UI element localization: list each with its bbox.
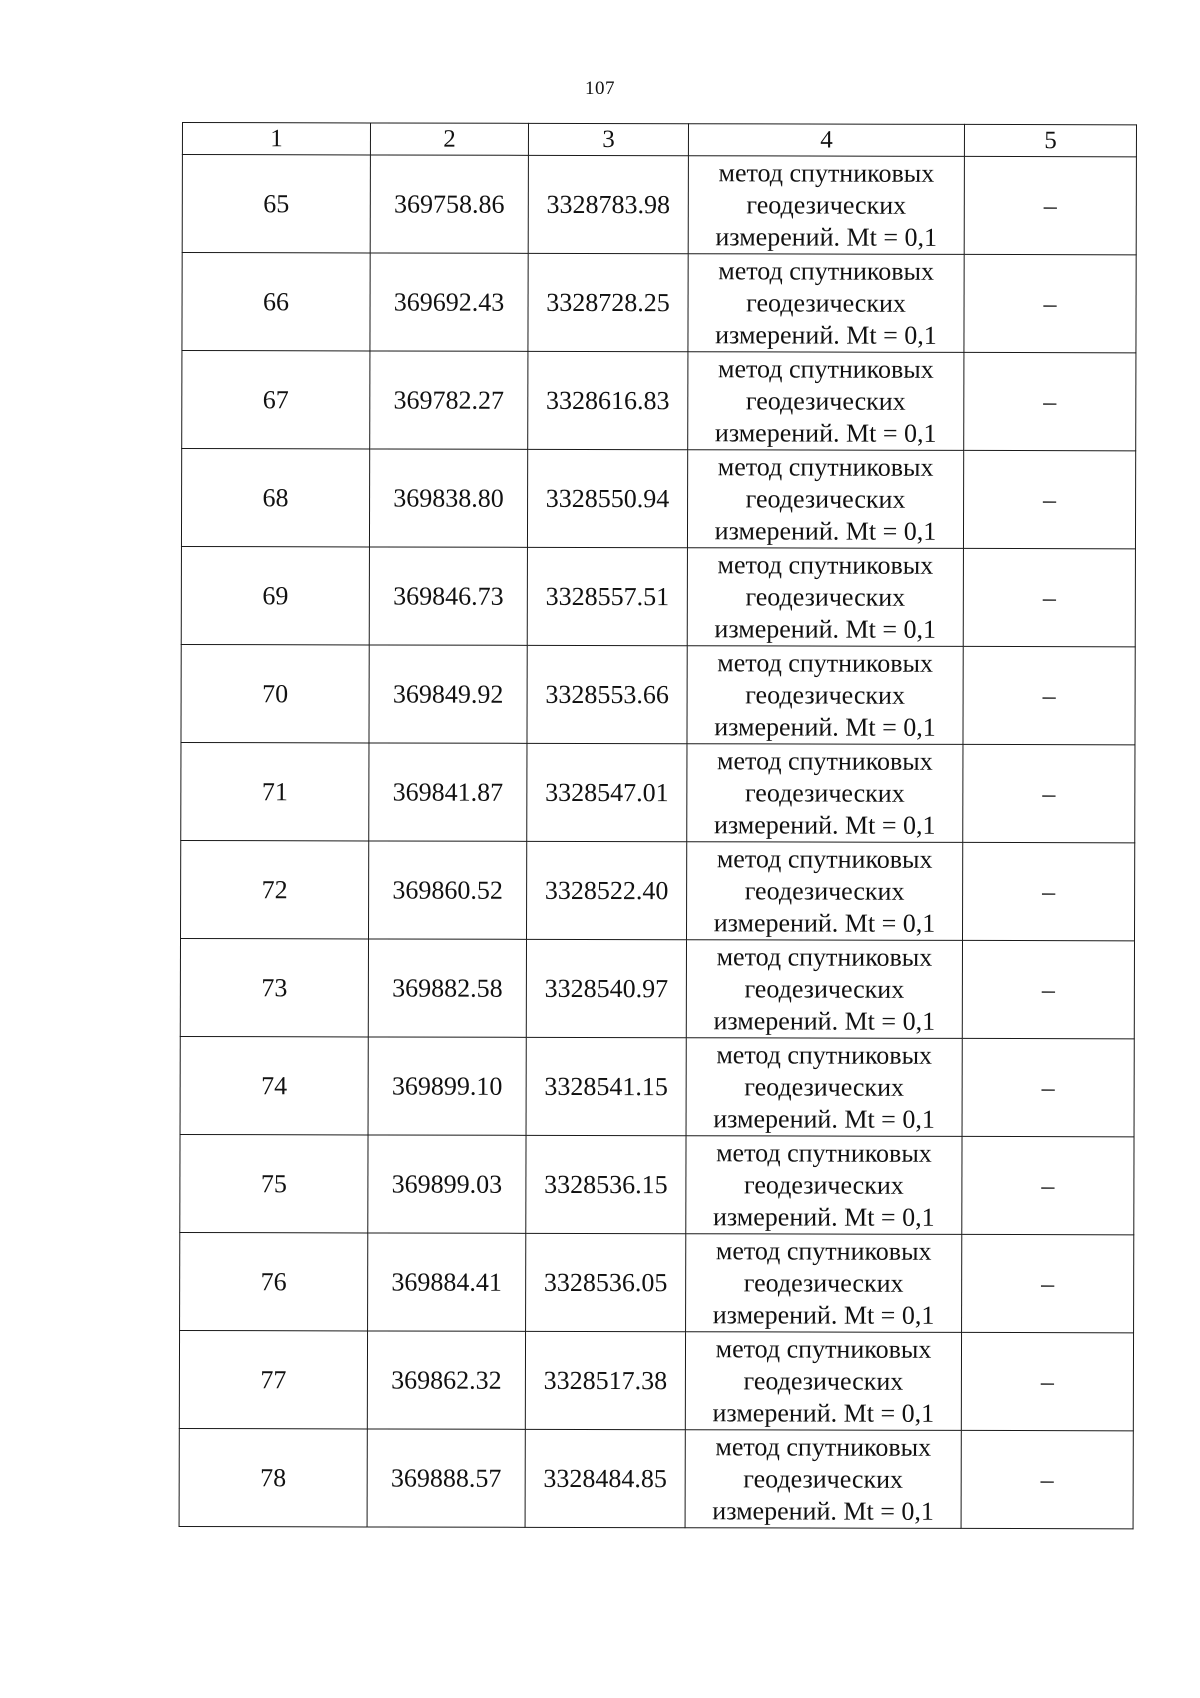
point-number-cell: 70 [181,644,369,742]
method-line: метод спутниковых [717,549,934,580]
note-cell: – [962,1136,1134,1234]
point-number-cell: 66 [182,253,370,351]
method-line: измерений. Mt = 0,1 [714,613,937,644]
method-cell [687,548,963,647]
table-body [179,155,1136,1529]
note-cell: – [964,156,1136,254]
method-cell [685,1430,961,1529]
note-cell: – [961,1332,1133,1430]
method-line: метод спутниковых [717,745,933,776]
coordinates-table [179,122,1137,1529]
coordinate-y-cell: 3328550.94 [527,449,687,547]
method-line: измерений. Mt = 0,1 [713,1005,936,1036]
method-line: геодезических [745,483,906,514]
method-line: метод спутниковых [716,1137,932,1168]
method-line: геодезических [746,287,906,318]
table-header-row [182,123,1136,157]
method-line: метод спутниковых [717,647,934,678]
method-cell [687,744,963,843]
coordinate-y-cell: 3328553.66 [527,645,687,743]
method-cell [686,1038,962,1137]
method-line: измерений. Mt = 0,1 [712,1299,935,1330]
coordinate-y-cell: 3328540.97 [526,939,686,1037]
note-cell: – [964,352,1136,450]
coordinate-x-cell: 369884.41 [368,1233,526,1331]
note-cell: – [963,646,1135,744]
coordinate-y-cell: 3328522.40 [527,841,687,939]
point-number-cell: 65 [182,155,370,253]
method-line: метод спутниковых [716,941,933,972]
column-header-5: 5 [964,124,1136,156]
point-number-cell: 68 [181,449,369,547]
point-number-cell: 78 [179,1428,367,1526]
point-number-cell: 67 [182,351,370,449]
note-cell: – [964,254,1136,352]
method-line: геодезических [744,875,905,906]
method-cell [688,156,964,255]
method-cell [687,842,963,941]
method-cell [686,1234,962,1333]
table-row [180,938,1134,1038]
method-line: метод спутниковых [715,1333,932,1364]
method-line: измерений. Mt = 0,1 [715,319,937,350]
table-row [180,1036,1134,1136]
coordinate-x-cell: 369849.92 [369,645,527,743]
method-cell [687,450,963,549]
method-cell [685,1332,961,1431]
note-cell: – [963,744,1135,842]
column-header-3: 3 [528,123,688,155]
table-row [181,742,1135,842]
method-line: измерений. Mt = 0,1 [713,809,936,840]
table-row [182,351,1136,451]
table-row [180,1232,1134,1332]
method-line: измерений. Mt = 0,1 [712,1201,935,1232]
coordinate-x-cell: 369888.57 [367,1429,525,1527]
point-number-cell: 77 [179,1330,367,1428]
note-cell: – [962,1234,1134,1332]
point-number-cell: 72 [181,840,369,938]
method-line: геодезических [745,581,906,612]
method-line: метод спутниковых [715,1235,932,1266]
coordinate-x-cell: 369860.52 [369,841,527,939]
column-header-2: 2 [370,123,528,155]
method-cell [688,254,964,353]
coordinate-y-cell: 3328728.25 [528,253,688,351]
note-cell: – [963,842,1135,940]
method-cell [686,1136,962,1235]
column-header-4: 4 [688,124,964,157]
method-line: геодезических [744,1071,905,1102]
method-cell [686,940,962,1039]
method-line: геодезических [744,777,905,808]
coordinate-x-cell: 369882.58 [368,939,526,1037]
note-cell: – [963,450,1135,548]
point-number-cell: 76 [180,1232,368,1330]
table-row [180,1134,1134,1234]
method-line: геодезических [745,679,905,710]
table-row [182,155,1136,255]
table-row [182,253,1136,353]
method-line: метод спутниковых [715,1431,932,1462]
coordinate-y-cell: 3328484.85 [525,1429,685,1527]
method-line: геодезических [745,385,906,416]
method-line: геодезических [743,1169,904,1200]
method-line: метод спутниковых [718,353,934,384]
method-line: геодезических [746,189,907,220]
point-number-cell: 73 [180,938,368,1036]
coordinate-y-cell: 3328783.98 [528,155,688,253]
table-row [181,546,1135,646]
method-line: измерений. Mt = 0,1 [713,1103,935,1134]
coordinate-y-cell: 3328616.83 [528,351,688,449]
method-line: метод спутниковых [716,843,933,874]
method-line: метод спутниковых [718,157,935,188]
point-number-cell: 69 [181,546,369,644]
coordinate-y-cell: 3328541.15 [526,1037,686,1135]
coordinate-y-cell: 3328536.05 [526,1233,686,1331]
method-line: измерений. Mt = 0,1 [712,1397,935,1428]
method-line: геодезических [743,1365,904,1396]
table-row [181,449,1135,549]
method-line: метод спутниковых [718,255,935,286]
point-number-cell: 74 [180,1036,368,1134]
table-row [181,644,1135,744]
table-row [179,1428,1133,1528]
point-number-cell: 71 [181,742,369,840]
coordinate-y-cell: 3328517.38 [525,1331,685,1429]
method-line: измерений. Mt = 0,1 [714,515,937,546]
page-number: 107 [585,78,615,99]
note-cell: – [961,1430,1133,1528]
coordinate-y-cell: 3328536.15 [526,1135,686,1233]
note-cell: – [962,1038,1134,1136]
method-line: геодезических [743,1463,904,1494]
note-cell: – [963,548,1135,646]
coordinate-x-cell: 369838.80 [369,449,527,547]
coordinate-x-cell: 369899.10 [368,1037,526,1135]
method-cell [687,646,963,745]
coordinate-x-cell: 369692.43 [370,253,528,351]
column-header-1: 1 [182,123,370,155]
method-line: геодезических [744,973,905,1004]
coordinate-x-cell: 369841.87 [369,743,527,841]
table-row [179,1330,1133,1430]
table-row [181,840,1135,940]
method-line: измерений. Mt = 0,1 [715,221,938,252]
method-line: метод спутниковых [716,1039,933,1070]
coordinate-x-cell: 369899.03 [368,1135,526,1233]
method-line: измерений. Mt = 0,1 [714,417,937,448]
method-line: измерений. Mt = 0,1 [712,1495,934,1526]
coordinate-x-cell: 369862.32 [367,1331,525,1429]
coordinate-y-cell: 3328547.01 [527,743,687,841]
method-cell [688,352,964,451]
method-line: метод спутниковых [717,451,934,482]
method-line: геодезических [743,1267,904,1298]
coordinate-x-cell: 369846.73 [369,547,527,645]
coordinate-x-cell: 369782.27 [370,351,528,449]
note-cell: – [962,940,1134,1038]
method-line: измерений. Mt = 0,1 [714,711,936,742]
coordinate-x-cell: 369758.86 [370,155,528,253]
point-number-cell: 75 [180,1134,368,1232]
coordinate-y-cell: 3328557.51 [527,547,687,645]
method-line: измерений. Mt = 0,1 [713,907,936,938]
